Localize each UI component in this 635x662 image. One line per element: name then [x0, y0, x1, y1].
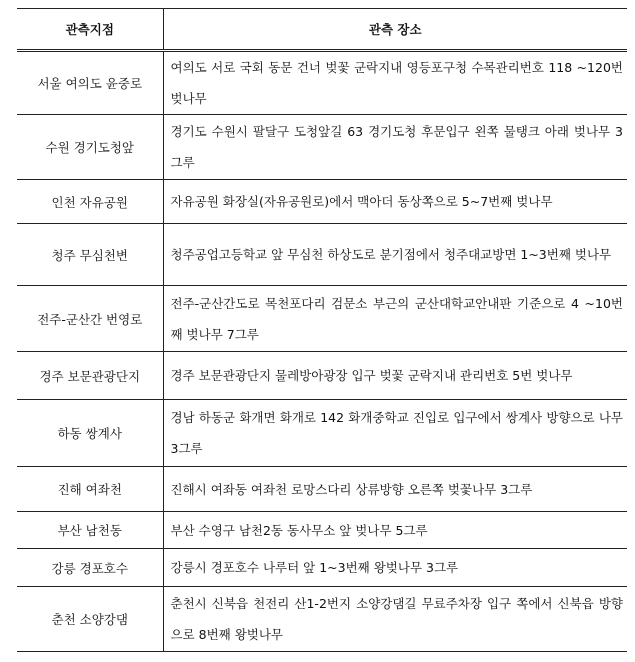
site-name: 강릉 경포호수 [17, 549, 163, 587]
table-row [17, 352, 627, 400]
site-location: 강릉시 경포호수 나루터 앞 1~3번째 왕벚나무 3그루 [170, 560, 459, 575]
site-name: 춘천 소양강댐 [17, 587, 163, 652]
site-name: 부산 남천동 [17, 512, 163, 549]
table-row [17, 467, 627, 512]
table-row [17, 512, 627, 549]
header-location: 관측 장소 [163, 9, 627, 51]
table-row [17, 180, 627, 224]
header-site: 관측지점 [17, 9, 163, 51]
table-row [17, 286, 627, 352]
table-row [17, 549, 627, 587]
site-location: 청주공업고등학교 앞 무심천 하상도로 분기점에서 청주대교방면 1~3번째 벚나무 [170, 247, 612, 262]
site-name: 인천 자유공원 [17, 180, 163, 224]
site-name: 청주 무심천변 [17, 224, 163, 286]
site-name: 진해 여좌천 [17, 467, 163, 512]
observation-sites-table [17, 8, 627, 652]
table-row [17, 587, 627, 652]
site-location: 여의도 서로 국회 동문 건너 벚꽃 군락지내 영등포구청 수목관리번호 118 ~120번 벚나무 [170, 60, 623, 106]
site-location: 경남 하동군 화개면 화개로 142 화개중학교 진입로 입구에서 쌍계사 방향으로 나무 3그루 [170, 410, 623, 456]
table-row [17, 224, 627, 286]
site-location: 경주 보문관광단지 물레방아광장 입구 벚꽃 군락지내 관리번호 5번 벚나무 [170, 368, 573, 383]
site-location: 경기도 수원시 팔달구 도청앞길 63 경기도청 후문입구 왼쪽 물탱크 아래 벚나무 3그루 [170, 124, 623, 170]
site-name: 서울 여의도 윤중로 [17, 51, 163, 115]
site-name: 하동 쌍계사 [17, 400, 163, 467]
site-location: 춘천시 신북읍 천전리 산1-2번지 소양강댐길 무료주차장 입구 쪽에서 신북읍 방향으로 8번째 왕벚나무 [170, 596, 623, 642]
header-row [17, 9, 627, 51]
site-location: 부산 수영구 남천2동 동사무소 앞 벚나무 5그루 [170, 522, 428, 538]
site-location: 자유공원 화장실(자유공원로)에서 맥아더 동상쪽으로 5~7번째 벚나무 [170, 194, 553, 209]
table-row [17, 51, 627, 115]
site-name: 경주 보문관광단지 [17, 352, 163, 400]
site-name: 수원 경기도청앞 [17, 115, 163, 180]
table-row [17, 400, 627, 467]
table-row [17, 115, 627, 180]
site-location: 전주-군산간도로 목천포다리 검문소 부근의 군산대학교안내판 기준으로 4 ~10번째 벚나무 7그루 [170, 295, 623, 342]
site-name: 전주-군산간 번영로 [17, 286, 163, 352]
site-location: 진해시 여좌동 여좌천 로망스다리 상류방향 오른쪽 벚꽃나무 3그루 [170, 481, 533, 497]
